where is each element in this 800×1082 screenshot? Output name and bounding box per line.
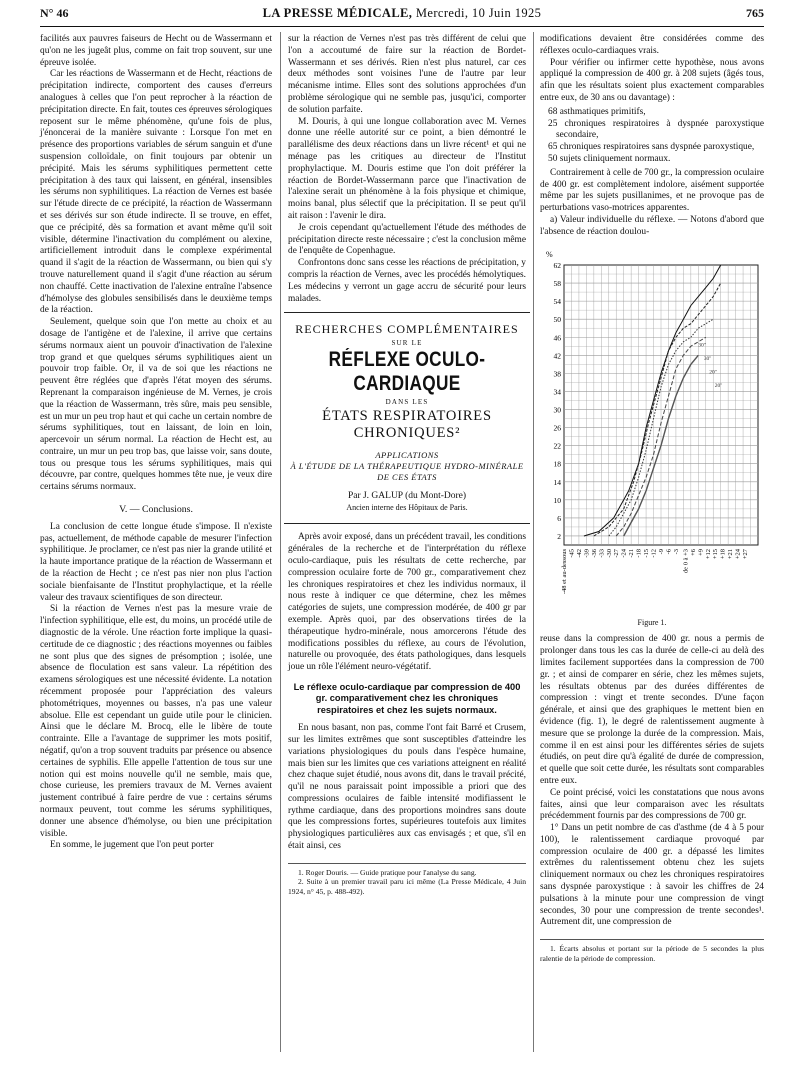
section-title: V. — Conclusions. [119,504,193,516]
x-tick-label: +12 [704,548,712,559]
x-tick-label: -15 [643,548,651,558]
paragraph: Confrontons donc sans cesse les réactions de précipitation, y compris la réaction de Vernes, avec les procédés hémolytiques. Les médecins y verront un gage accru de sécurité pour leurs malades. [288,258,526,304]
article-author: Par J. GALUP (du Mont-Dore) [347,491,467,502]
x-tick-label: +21 [727,548,735,559]
x-tick-label: -6 [665,548,673,554]
list-item: 68 asthmatiques primitifs, [548,106,646,117]
chart-grid [564,265,758,545]
curve-label: 30'' [703,355,712,362]
y-tick-label: 18 [553,459,561,469]
column-rule-2 [533,32,534,1052]
x-tick-label: -3 [672,548,680,554]
x-tick-label: -12 [650,548,658,558]
y-tick-label: 2 [557,531,561,541]
x-tick-label: +9 [697,548,705,556]
y-tick-label: 50 [553,314,561,324]
y-tick-label: 54 [553,296,561,306]
banner-sur: SUR LE [391,339,423,348]
y-tick-label: 46 [553,332,561,342]
column-2 [288,34,526,897]
y-axis-label: % [546,249,553,259]
column-1 [40,34,272,852]
paragraph: En nous basant, non pas, comme l'ont fait Barré et Crusem, sur les limites extrêmes que sont susceptibles d'atteindre les variations physiologiques du pouls dans l'espèce humaine, mais bien sur les limites que ces variations atteignent en réalité chez chaque sujet étudié, nous avons dit, dans le travail précité, qu'il ne nous paraissait point impossible a priori que des compressions oculaires de faible intensité modifiassent le rythme cardiaque, dans des proportions moindres sans doute que les compressions fortes, supérieures toutefois aux limites physiologiques particulières aux cas envisagés ; et que, s'il en était ainsi, ces [288,723,526,852]
footnotes [288,863,526,897]
article-subtitle: ÉTATS RESPIRATOIRES CHRONIQUES² [322,408,492,442]
article-title: RÉFLEXE OCULO-CARDIAQUE [328,348,486,396]
y-tick-label: 6 [557,513,561,523]
paragraph: Je crois cependant qu'actuellement l'étude des méthodes de précipitation directe reste nécessaire ; c'est la conclusion même de l'enquête de Copenhague. [288,222,526,257]
paragraph: La conclusion de cette longue étude s'impose. Il n'existe pas, actuellement, de méthode capable de mesurer l'infection syphilitique. Je proclamer, ce n'est pas nier la grande utilité et la haute importance pratique de la réaction de Wassermann et de la réaction de Hecht ; ce n'est pas nier non plus l'action sociale bienfaisante de l'Institut prophylactique, et la réelle valeur des travaux scientifiques de son directeur. [40,521,272,603]
paragraph: sur la réaction de Vernes n'est pas très différent de celui que l'on a accoutumé de faire sur la réaction de Bordet-Wassermann et ses dérivés. Rien n'est plus naturel, car ces deux méthodes sont voisines l'une de l'autre par leur mécanisme intime. Elles sont des solutions approchées d'un problème sérologique qui ne semble pas, jusqu'ici, comporter de solution parfaite. [288,34,526,115]
y-tick-labels [554,261,562,541]
y-tick-label: 30 [553,405,561,415]
paragraph: Après avoir exposé, dans un précédent travail, les conditions générales de la recherche et de l'interprétation du réflexe oculo-cardiaque, puis les résultats de cette recherche, par compression oculaire forte de 700 gr., comparativement chez les chroniques respiratoires et chez les individus normaux, il nous reste à indiquer ce que détermine, chez les mêmes catégories de sujets, une compression modérée, de 400 gr par exemple. Après quoi, par des observations tirées de la thérapeutique hydro-minérale, nous amorcerons l'étude des modifications possibles du réflexe, au cours de l'évolution, naturelle ou provoquée, des états pathologiques, dans lesquels joue un rôle l'élément neuro-végétatif. [288,532,526,673]
x-tick-label: +18 [719,548,727,559]
banner-applications: APPLICATIONS [375,450,439,461]
list-item: 65 chroniques respiratoires sans dyspnée paroxystique, [548,142,755,153]
paragraph: a) Valeur individuelle du réflexe. — Notons d'abord que l'absence de réaction doulou- [540,214,764,237]
x-tick-label: -18 [635,548,643,558]
paragraph: reuse dans la compression de 400 gr. nous a permis de prolonger dans tous les cas la durée de celle-ci au delà des limites facilement supportées dans la compression de 700 gr. ; et ainsi de comparer en série, chez les mêmes sujets, les résultats obtenus par des durées différentes de compression : vingt et trente secondes. D'une façon générale, et ainsi que des graphiques le mettent bien en évidence (fig. 1), le degré de ralentissement augmente à mesure que se prolonge la durée de la compression. Mais, comme il en est ainsi pour les différentes séries de sujets étudiés, on peut dire qu'à égalité de durée de compression, et quelle que soit cette durée, les résultats sont comparables entre eux. [540,634,764,786]
y-tick-label: 62 [553,260,561,270]
curve-label: 20'' [709,368,717,375]
x-tick-label: +24 [734,548,742,559]
footnote: 1. Écarts absolus et portant sur la période de 5 secondes la plus ralentie de la période de compression. [540,944,764,963]
column-rule-1 [280,32,281,1052]
y-tick-label: 58 [553,278,561,288]
page-number: 765 [746,6,764,20]
issue-date: Mercredi, 10 Juin 1925 [415,6,542,20]
x-tick-label: de 0 à +3 [682,548,690,573]
page-header [40,6,764,27]
paragraph: Ce point précisé, voici les constatations que nous avons faites, ainsi que leur comparaison avec les résultats précédemment fournis par des compressions de 700 gr. [540,787,764,822]
x-tick-label: -9 [658,548,665,554]
footnotes [540,939,764,963]
column-3 [540,34,764,963]
list-item: 25 chroniques respiratoires à dyspnée paroxystique secondaire, [548,118,764,141]
list-item: 50 sujets cliniquement normaux. [548,153,671,164]
x-tick-label: -48 et au-dessous [561,548,568,594]
paragraph: M. Douris, à qui une longue collaboration avec M. Vernes donne une réelle autorité sur ce point, a bien démontré le parallélisme des deux réactions dans un livre récent¹ et qui ne ménage pas les critiques au directeur de l'Institut prophylactique. M. Douris estime que l'on doit préférer la réaction de Bordet-Wassermann parce que l'inactivation de l'alexine serait un phénomène à la fois physique et chimique, moins banal, plus sélectif que la précipitation. Il se peut qu'il ait raison : l'avenir le dira. [288,116,526,221]
issue-number: N° 46 [40,6,69,20]
paragraph: Si la réaction de Vernes n'est pas la mesure vraie de l'infection syphilitique, elle est, du moins, un procédé utile de diagnostic de la vérole. Une réaction forte implique la quasi-certitude de ce diagnostic ; des réactions moyennes ou faibles ne sont plus que des signes de présomption ; isolée, une absence de floculation est sans valeur. La répétition des examens sérologiques est une nécessité évidente. La notation récemment proposée pour l'appréciation des valeurs photométriques, moyennes ou basses, n'a pas une valeur absolue. Elle est cependant un guide utile pour le clinicien. Ainsi que le déclare M. Brocq, elle le libère de toute contrainte. Elle a l'avantage de supprimer les mots positif, négatif, qu'on a trop souvent traduits par présence ou absence certaines de syphilis. Elle appelle l'attention de tous sur une notion qui est moins nouvelle qu'il ne semble, mais que, chose curieuse, les premiers travaux de M. Vernes avaient justement contribué à faire perdre de vue : certains sérums normaux peuvent, tout comme les sérums syphilitiques, donner une absence d'hémolyse, ou bien une précipitation visible. [40,604,272,839]
x-tick-labels [561,548,749,594]
x-tick-label: +27 [742,548,750,559]
paragraph: Contrairement à celle de 700 gr., la compression oculaire de 400 gr. est complètement indolore, aisément supportée même par les sujets pusillanimes, et ne provoque pas de perturbations vaso-motrices apparentes. [540,167,764,214]
y-tick-label: 34 [553,386,561,396]
x-tick-label: +6 [689,548,697,556]
figure-caption: Figure 1. [637,617,667,627]
journal-title [40,6,764,21]
footnote: 2. Suite à un premier travail paru ici même (La Presse Médicale, 4 Juin 1924, n° 45, p. 488-492). [288,877,526,897]
paragraph: Pour vérifier ou infirmer cette hypothèse, nous avons appliqué la compression de 400 gr. à 208 sujets (âgés tous, afin que les résultats soient plus exactement comparables entre eux, de 30 ans ou davantage) : [540,57,764,103]
x-tick-label: -24 [620,548,628,558]
y-tick-label: 14 [553,477,561,487]
figure-1 [540,245,764,613]
line-chart [540,245,764,613]
x-tick-label: +15 [712,548,720,559]
journal-name: LA PRESSE MÉDICALE, [262,6,413,20]
banner-kicker: RECHERCHES COMPLÉMENTAIRES [295,322,519,337]
curve-labels [698,342,722,389]
x-tick-label: -27 [613,548,621,558]
paragraph: 1° Dans un petit nombre de cas d'asthme (de 4 à 5 pour 100), le ralentissement cardiaque provoqué par compression oculaire de 400 gr. a dépassé les limites extrêmes du ralentissement obtenu chez les sujets cliniquement normaux ou chez les chroniques respiratoires sans dyspnée paroxystique : à savoir les chiffres de 24 pulsations à la minute pour une compression de vingt secondes, 30 pour une compression de trente secondes¹. Autrement dit, une compression de [540,823,764,928]
y-tick-label: 42 [553,350,561,360]
banner-dans: DANS LES [385,398,429,407]
article-banner [284,312,530,524]
x-tick-label: -33 [598,548,606,558]
x-tick-label: -42 [575,548,583,558]
x-tick-label: -36 [590,548,598,558]
author-affiliation: Ancien interne des Hôpitaux de Paris. [346,503,468,513]
paragraph: facilités aux pauvres faiseurs de Hecht ou de Wassermann et qu'on ne les jugeât plus, comme on fait trop souvent, sur une épreuve isolée. [40,34,272,68]
x-tick-label: -30 [605,548,613,558]
subsection-title: Le réflexe oculo-cardiaque par compression de 400 gr. comparativement chez les chroniques respiratoires et chez les sujets normaux. [293,681,521,715]
curve-label: 30'' [698,341,706,348]
subject-list [540,107,764,166]
paragraph: Seulement, quelque soin que l'on mette au choix et au dosage de l'antigène et de l'alexine, il arrive que certains sérums normaux aient un pouvoir d'inactivation de l'alexine trop grand et que quelques sérums syphilitiques aient un pouvoir trop faible. Or, il va de soi que les réactions ne peuvent être réglées que d'après l'état moyen des sérums. Reprenant la comparaison ingénieuse de M. Vernes, je crois que la réaction de Wassermann, très sûre, mais peu sensible, est un mur un peu trop haut et qui cache un certain nombre de sérums syphilitiques, tout en laissant, de loin en loin, apercevoir un sérum normal. La réaction de Hecht est, au contraire, un mur un peu trop bas, que laisse voir, sans doute, tous ou presque tous les sérums syphilitiques, mais qui découvre, par contre, quelques hommes tête nue, je veux dire certains sérums normaux. [40,317,272,493]
paragraph: modifications devaient être considérées comme des réflexes oculo-cardiaques vrais. [540,34,764,56]
curve-label: 20'' [714,382,723,389]
y-tick-label: 38 [553,368,561,378]
x-tick-label: -21 [628,548,636,558]
x-tick-label: -39 [583,548,591,558]
footnote: 1. Roger Douris. — Guide pratique pour l'analyse du sang. [298,867,477,877]
paragraph: En somme, le jugement que l'on peut porter [50,840,214,851]
y-tick-label: 10 [553,495,561,505]
x-tick-label: -45 [568,548,576,558]
y-tick-label: 22 [553,441,561,451]
paragraph: Car les réactions de Wassermann et de Hecht, réactions de précipitation indirecte, comportent des causes d'erreurs analogues à celles que l'on peut reprocher à la réaction de précipitation directe. En fait, toutes ces épreuves sérologiques reposent sur le même phénomène, qu'une fois de plus, j'énoncerai de la manière suivante : Lorsque l'on met en présence des proportions variables de sérum sanguin et d'une suspension colloïdale, on finit toujours par obtenir un précipité. Mais les sérums syphilitiques permettent cette précipitation à des taux qui laissent, en général, insensibles les sérums non syphilitiques. La réaction de Vernes est basée sur l'étude directe de ce précipité, la réaction de Wassermann et ses dérivés sur son étude indirecte. Il se trouve, en effet, que ce précipité, dès sa formation et avant même qu'il soit visible, détermine l'inactivation du complément ou alexine, artificiellement introduit dans le complexe expérimental quand il s'agit de la réaction de Wassermann, ou bien qui s'y trouve naturellement quand il s'agit d'une réaction au sérum non chauffé. Cette inactivation de l'alexine entraîne l'absence d'hémolyse des globules sensibilisés dans le deuxième temps de la réaction. [40,69,272,316]
y-tick-label: 26 [553,423,561,433]
banner-therapeutic: À L'ÉTUDE DE LA THÉRAPEUTIQUE HYDRO-MINÉRALE DE CES ÉTATS [290,461,524,483]
